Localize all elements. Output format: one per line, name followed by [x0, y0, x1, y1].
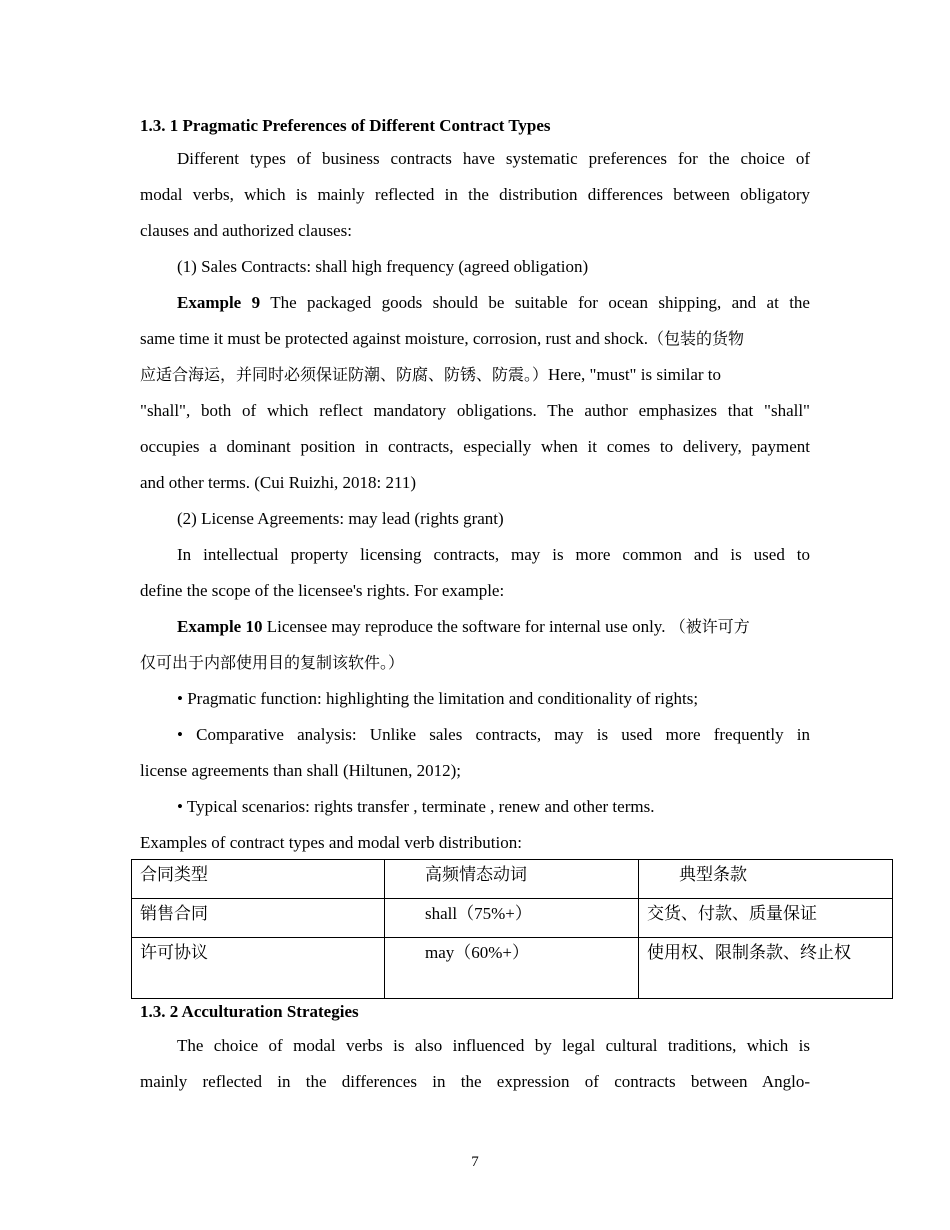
paragraph-line: modal verbs, which is mainly reflected in the distribution differences between obligatory [140, 185, 810, 204]
paragraph-line: mainly reflected in the differences in the expression of contracts between Anglo- [140, 1072, 810, 1091]
list-item-sales-contracts: (1) Sales Contracts: shall high frequency (agreed obligation) [177, 257, 589, 276]
list-item-license-agreements: (2) License Agreements: may lead (rights grant) [177, 509, 504, 528]
section-2 [140, 999, 810, 1100]
table-header-cell: 高频情态动词 [385, 860, 639, 899]
bullet-pragmatic-function: • Pragmatic function: highlighting the limitation and conditionality of rights; [177, 689, 699, 708]
example-9-line: "shall", both of which reflect mandatory obligations. The author emphasizes that "shall" [140, 401, 810, 420]
table-cell: may（60%+） [385, 938, 639, 999]
table-cell: shall（75%+） [385, 899, 639, 938]
table-caption: Examples of contract types and modal verb distribution: [140, 833, 522, 852]
example-9-line: same time it must be protected against moisture, corrosion, rust and shock.（包装的货物 [140, 329, 745, 348]
example-10-line: Example 10 Licensee may reproduce the software for internal use only. （被许可方 [177, 617, 750, 636]
table-header-cell: 典型条款 [639, 860, 893, 899]
document-page [140, 113, 810, 861]
bullet-comparative-analysis: • Comparative analysis: Unlike sales contracts, may is used more frequently in [177, 725, 810, 744]
section-heading-1-3-1: 1.3. 1 Pragmatic Preferences of Different Contract Types [140, 116, 551, 135]
paragraph-line: clauses and authorized clauses: [140, 221, 352, 240]
paragraph-line: The choice of modal verbs is also influenced by legal cultural traditions, which is [177, 1036, 810, 1055]
table-row [132, 938, 893, 999]
paragraph-line: define the scope of the licensee's rights. For example: [140, 581, 505, 600]
bullet-typical-scenarios: • Typical scenarios: rights transfer , terminate , renew and other terms. [177, 797, 655, 816]
example-9-line: occupies a dominant position in contracts, especially when it comes to delivery, payment [140, 437, 810, 456]
example-9-line: 应适合海运，并同时必须保证防潮、防腐、防锈、防震。）Here, "must" is similar to [140, 365, 722, 384]
bullet-comparative-analysis-cont: license agreements than shall (Hiltunen, 2012); [140, 761, 462, 780]
table-cell: 许可协议 [132, 938, 385, 999]
contract-type-table [131, 859, 893, 999]
paragraph-line: In intellectual property licensing contracts, may is more common and is used to [177, 545, 810, 564]
example-10-line: 仅可出于内部使用目的复制该软件。） [140, 653, 405, 672]
table-cell: 交货、付款、质量保证 [639, 899, 893, 938]
table-header-cell: 合同类型 [132, 860, 385, 899]
table-cell: 使用权、限制条款、终止权 [639, 938, 893, 999]
section-heading-1-3-2: 1.3. 2 Acculturation Strategies [140, 1002, 359, 1021]
table-row [132, 899, 893, 938]
table-header-row [132, 860, 893, 899]
example-10-label: Example 10 [177, 617, 263, 636]
example-9-label: Example 9 [177, 293, 261, 312]
example-9-line: Example 9 The packaged goods should be suitable for ocean shipping, and at the [177, 293, 810, 312]
example-9-line: and other terms. (Cui Ruizhi, 2018: 211) [140, 473, 417, 492]
table-cell: 销售合同 [132, 899, 385, 938]
page-number: 7 [471, 1154, 479, 1170]
paragraph-line: Different types of business contracts have systematic preferences for the choice of [177, 149, 810, 168]
